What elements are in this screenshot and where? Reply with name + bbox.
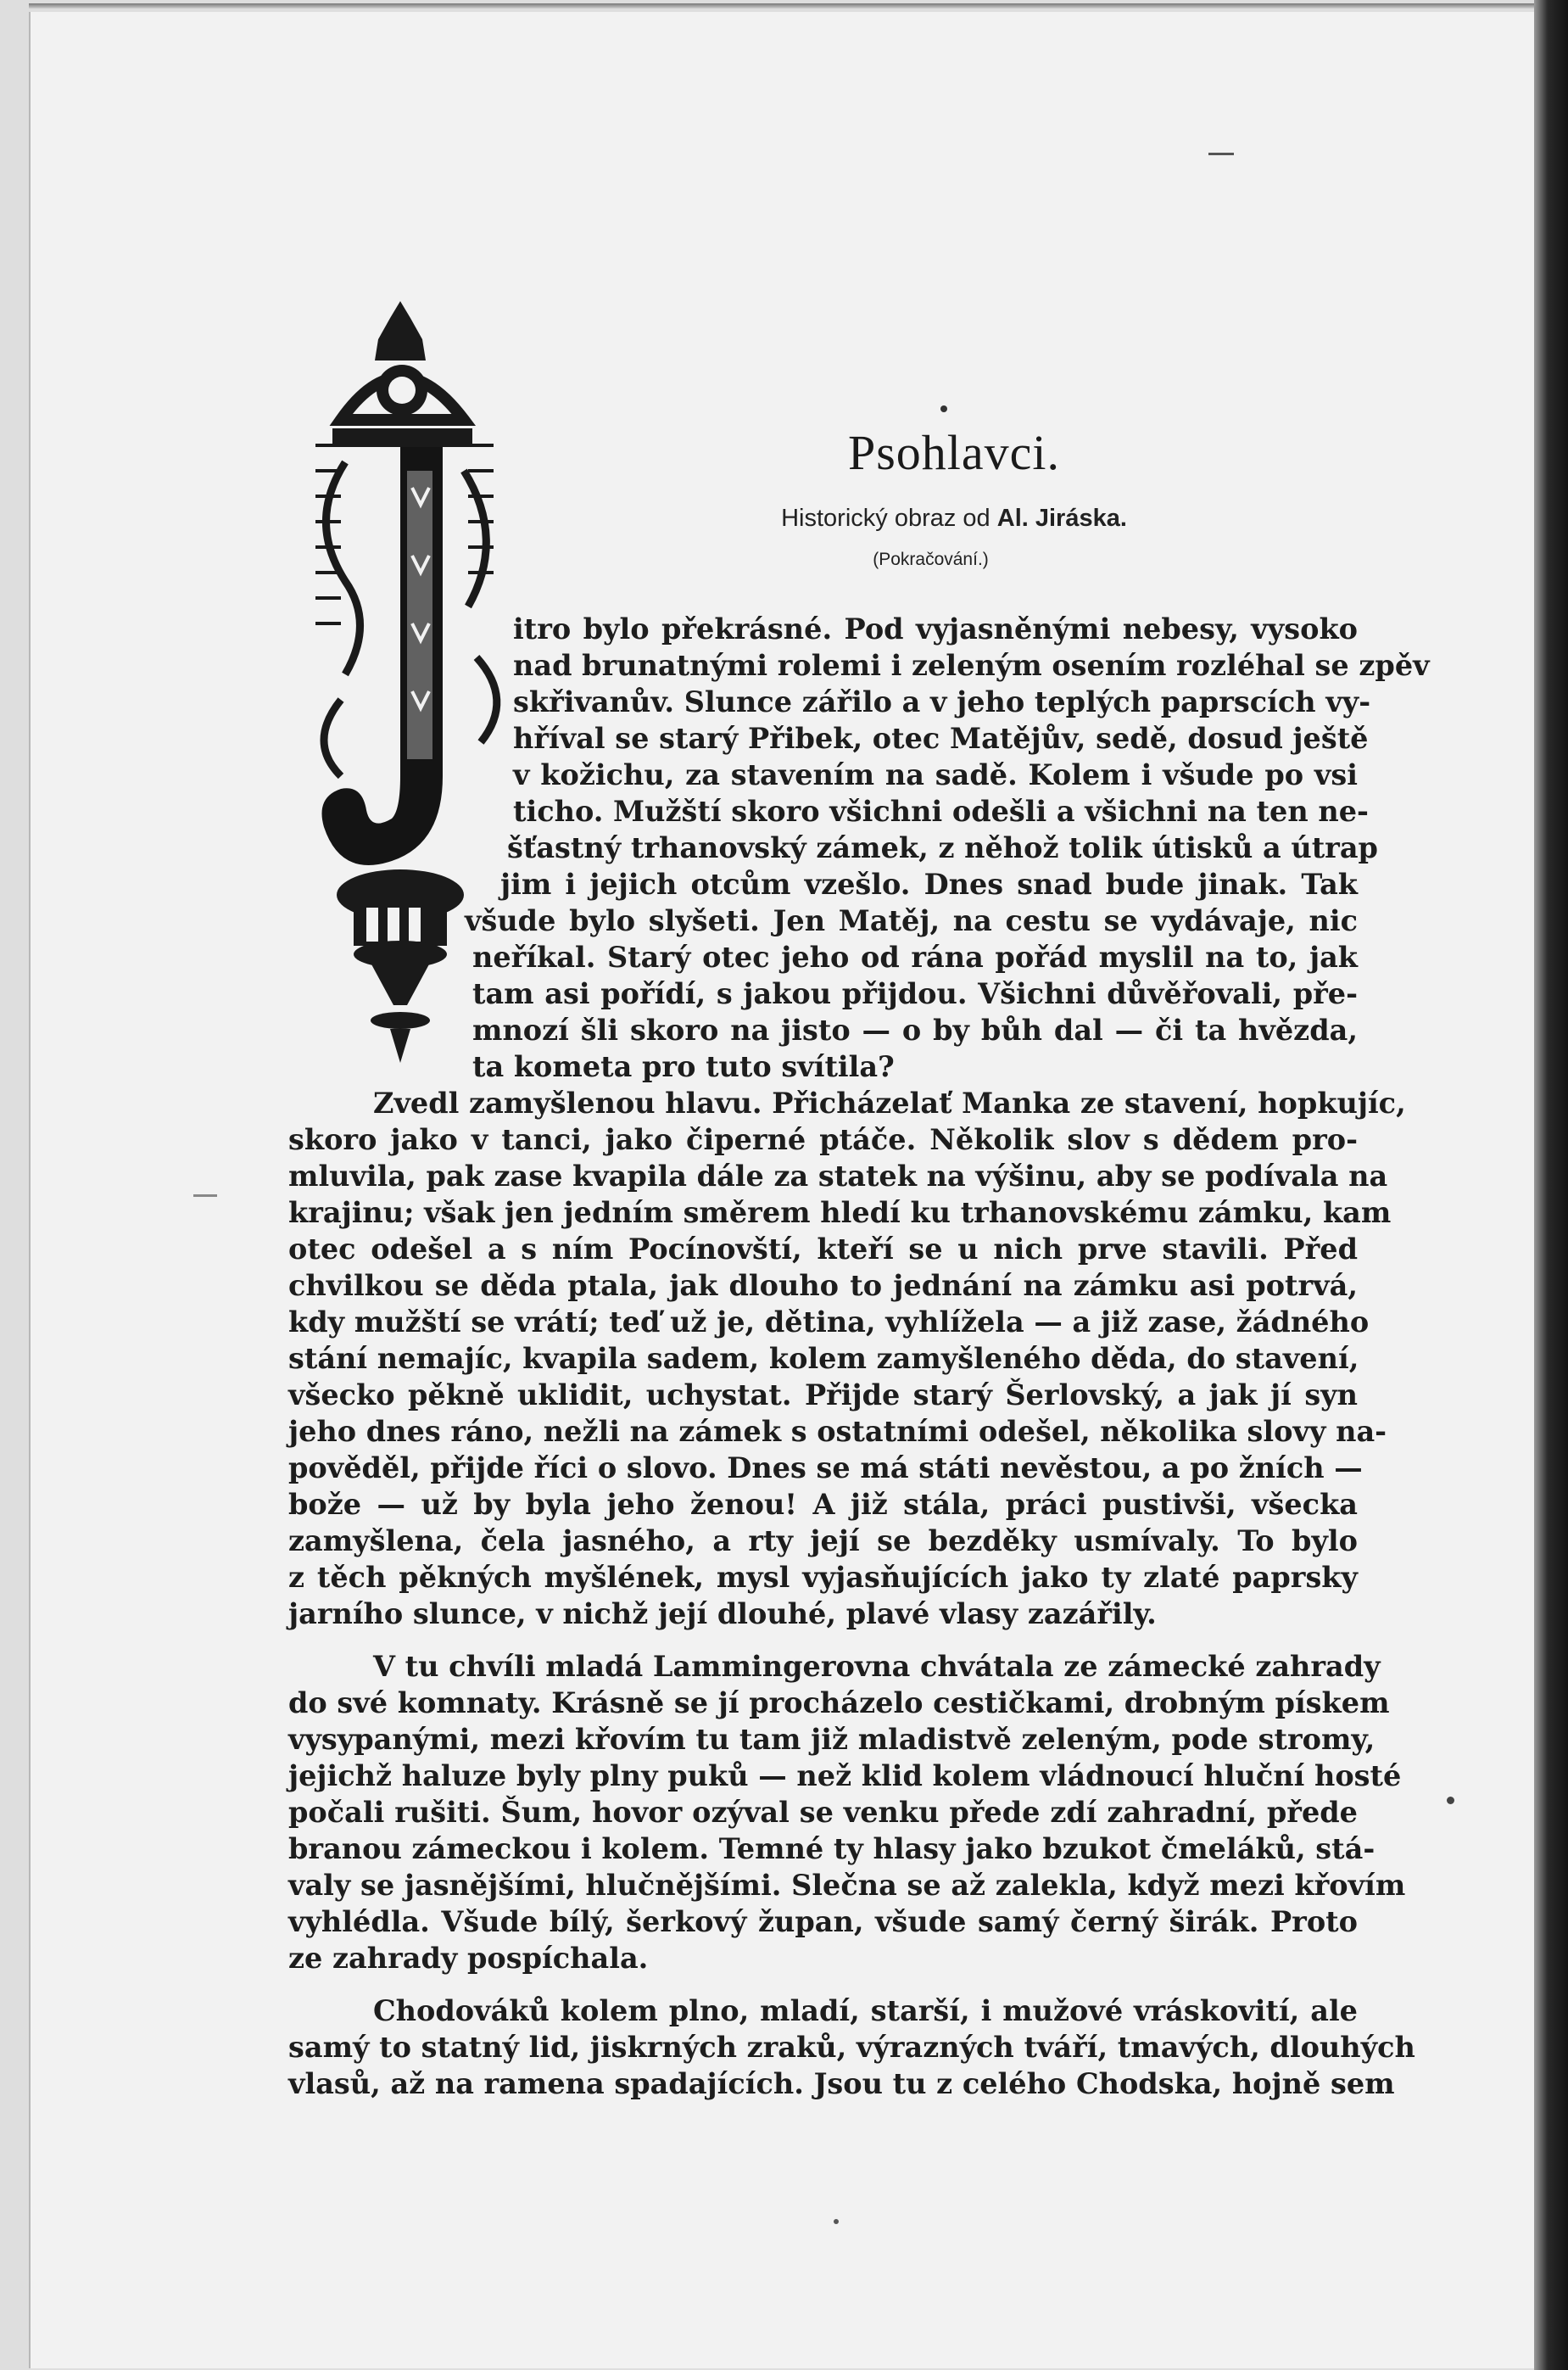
text-line: v kožichu, za stavením na sadě. Kolem i všude po vsi: [513, 758, 1358, 791]
text-line: nad brunatnými rolemi i zeleným osením rozléhal se zpěv: [513, 649, 1430, 682]
pedestal-ornament: [337, 869, 464, 1063]
letter-j: [322, 447, 444, 865]
margin-dot: [940, 405, 947, 412]
margin-dash: [1208, 153, 1234, 155]
text-line: jeho dnes ráno, nežli na zámek s ostatními odešel, několika slovy na-: [288, 1415, 1387, 1448]
text-line: do své komnaty. Krásně se jí procházelo cestičkami, drobným pískem: [288, 1686, 1390, 1719]
subtitle: [0, 505, 1568, 533]
text-line: skřivanův. Slunce zářilo a v jeho teplých paprscích vy-: [513, 685, 1371, 718]
text-line: stání nemajíc, kvapila sadem, kolem zamyšleného děda, do stavení,: [288, 1342, 1359, 1375]
text-line: všude bylo slyšeti. Jen Matěj, na cestu se vydávaje, nic: [465, 904, 1358, 937]
text-line: Zvedl zamyšlenou hlavu. Přicházelať Manka ze stavení, hopkujíc,: [373, 1087, 1406, 1120]
text-line: V tu chvíli mladá Lammingerovna chvátala ze zámecké zahrady: [373, 1650, 1381, 1683]
subtitle-prefix: Historický obraz od: [781, 505, 990, 532]
text-line: ticho. Mužští skoro všichni odešli a všichni na ten ne-: [513, 795, 1369, 828]
scan-right-edge: [1534, 0, 1568, 2370]
text-line: vlasů, až na ramena spadajících. Jsou tu z celého Chodska, hojně sem: [288, 2067, 1395, 2100]
text-line: valy se jasnějšími, hlučnějšími. Slečna se až zalekla, když mezi křovím: [288, 1869, 1406, 1902]
continuation-note: (Pokračování.): [873, 550, 989, 569]
text-line: šťastný trhanovský zámek, z něhož tolik útisků a útrap: [507, 831, 1378, 864]
text-line: kdy mužští se vrátí; teď už je, dětina, vyhlížela — a již zase, žádného: [288, 1305, 1370, 1339]
text-line: neříkal. Starý otec jeho od rána pořád myslil na to, jak: [472, 941, 1358, 974]
text-line: všecko pěkně uklidit, uchystat. Přijde starý Šerlovský, a jak jí syn: [288, 1378, 1358, 1411]
text-line: jim i jejich otcům vzešlo. Dnes snad bude jinak. Tak: [500, 868, 1358, 901]
text-line: bože — už by byla jeho ženou! A již stála, práci pustivši, všecka: [288, 1488, 1358, 1521]
text-line: z těch pěkných myšlének, mysl vyjasňujících jako ty zlaté paprsky: [288, 1561, 1358, 1594]
author-name: Al. Jiráska.: [996, 505, 1127, 532]
scan-top-edge: [29, 3, 1534, 8]
text-line: pověděl, přijde říci o slovo. Dnes se má státi nevěstou, a po žních —: [288, 1451, 1363, 1484]
page-title: Psohlavci.: [847, 425, 1061, 480]
text-line: jejichž haluze byly plny puků — než klid kolem vládnoucí hluční hosté: [288, 1759, 1402, 1792]
text-line: branou zámeckou i kolem. Temné ty hlasy jako bzukot čmeláků, stá-: [288, 1832, 1375, 1865]
text-line: vyhlédla. Všude bílý, šerkový župan, všude samý černý širák. Proto: [288, 1905, 1358, 1938]
text-line: samý to statný lid, jiskrných zraků, výrazných tváří, tmavých, dlouhých: [288, 2031, 1415, 2064]
text-line: itro bylo překrásné. Pod vyjasněnými nebesy, vysoko: [513, 612, 1358, 646]
text-line: otec odešel a s ním Pocínovští, kteří se u nich prve stavili. Před: [288, 1233, 1358, 1266]
text-line: ta kometa pro tuto svítila?: [472, 1050, 895, 1083]
text-line: ze zahrady pospíchala.: [288, 1942, 649, 1975]
crest-ornament: [332, 301, 472, 447]
margin-dot-bottom: [834, 2219, 839, 2224]
text-line: hříval se starý Přibek, otec Matějův, sedě, dosud ještě: [513, 722, 1369, 755]
text-line: mluvila, pak zase kvapila dále za statek na výšinu, aby se podívala na: [288, 1160, 1388, 1193]
text-line: Chodováků kolem plno, mladí, starší, i mužové vráskovití, ale: [373, 1994, 1358, 2027]
text-line: skoro jako v tanci, jako čiperné ptáče. Několik slov s dědem pro-: [288, 1123, 1358, 1156]
text-line: zamyšlena, čela jasného, a rty její se bezděky usmívaly. To bylo: [288, 1524, 1358, 1557]
text-line: jarního slunce, v nichž její dlouhé, plavé vlasy zazářily.: [288, 1597, 1157, 1630]
text-line: krajinu; však jen jedním směrem hledí ku trhanovskému zámku, kam: [288, 1196, 1392, 1229]
margin-dot-right: [1447, 1797, 1454, 1804]
text-line: tam asi pořídí, s jakou přijdou. Všichni důvěřovali, pře-: [472, 977, 1358, 1010]
text-line: počali rušiti. Šum, hovor ozýval se venku přede zdí zahradní, přede: [288, 1796, 1358, 1829]
margin-dash-left: [193, 1194, 217, 1197]
text-line: chvilkou se děda ptala, jak dlouho to jednání na zámku asi potrvá,: [288, 1269, 1358, 1302]
text-line: vysypanými, mezi křovím tu tam již mladistvě zeleným, pode stromy,: [288, 1723, 1375, 1756]
text-line: mnozí šli skoro na jisto — o by bůh dal — či ta hvězda,: [472, 1014, 1358, 1047]
